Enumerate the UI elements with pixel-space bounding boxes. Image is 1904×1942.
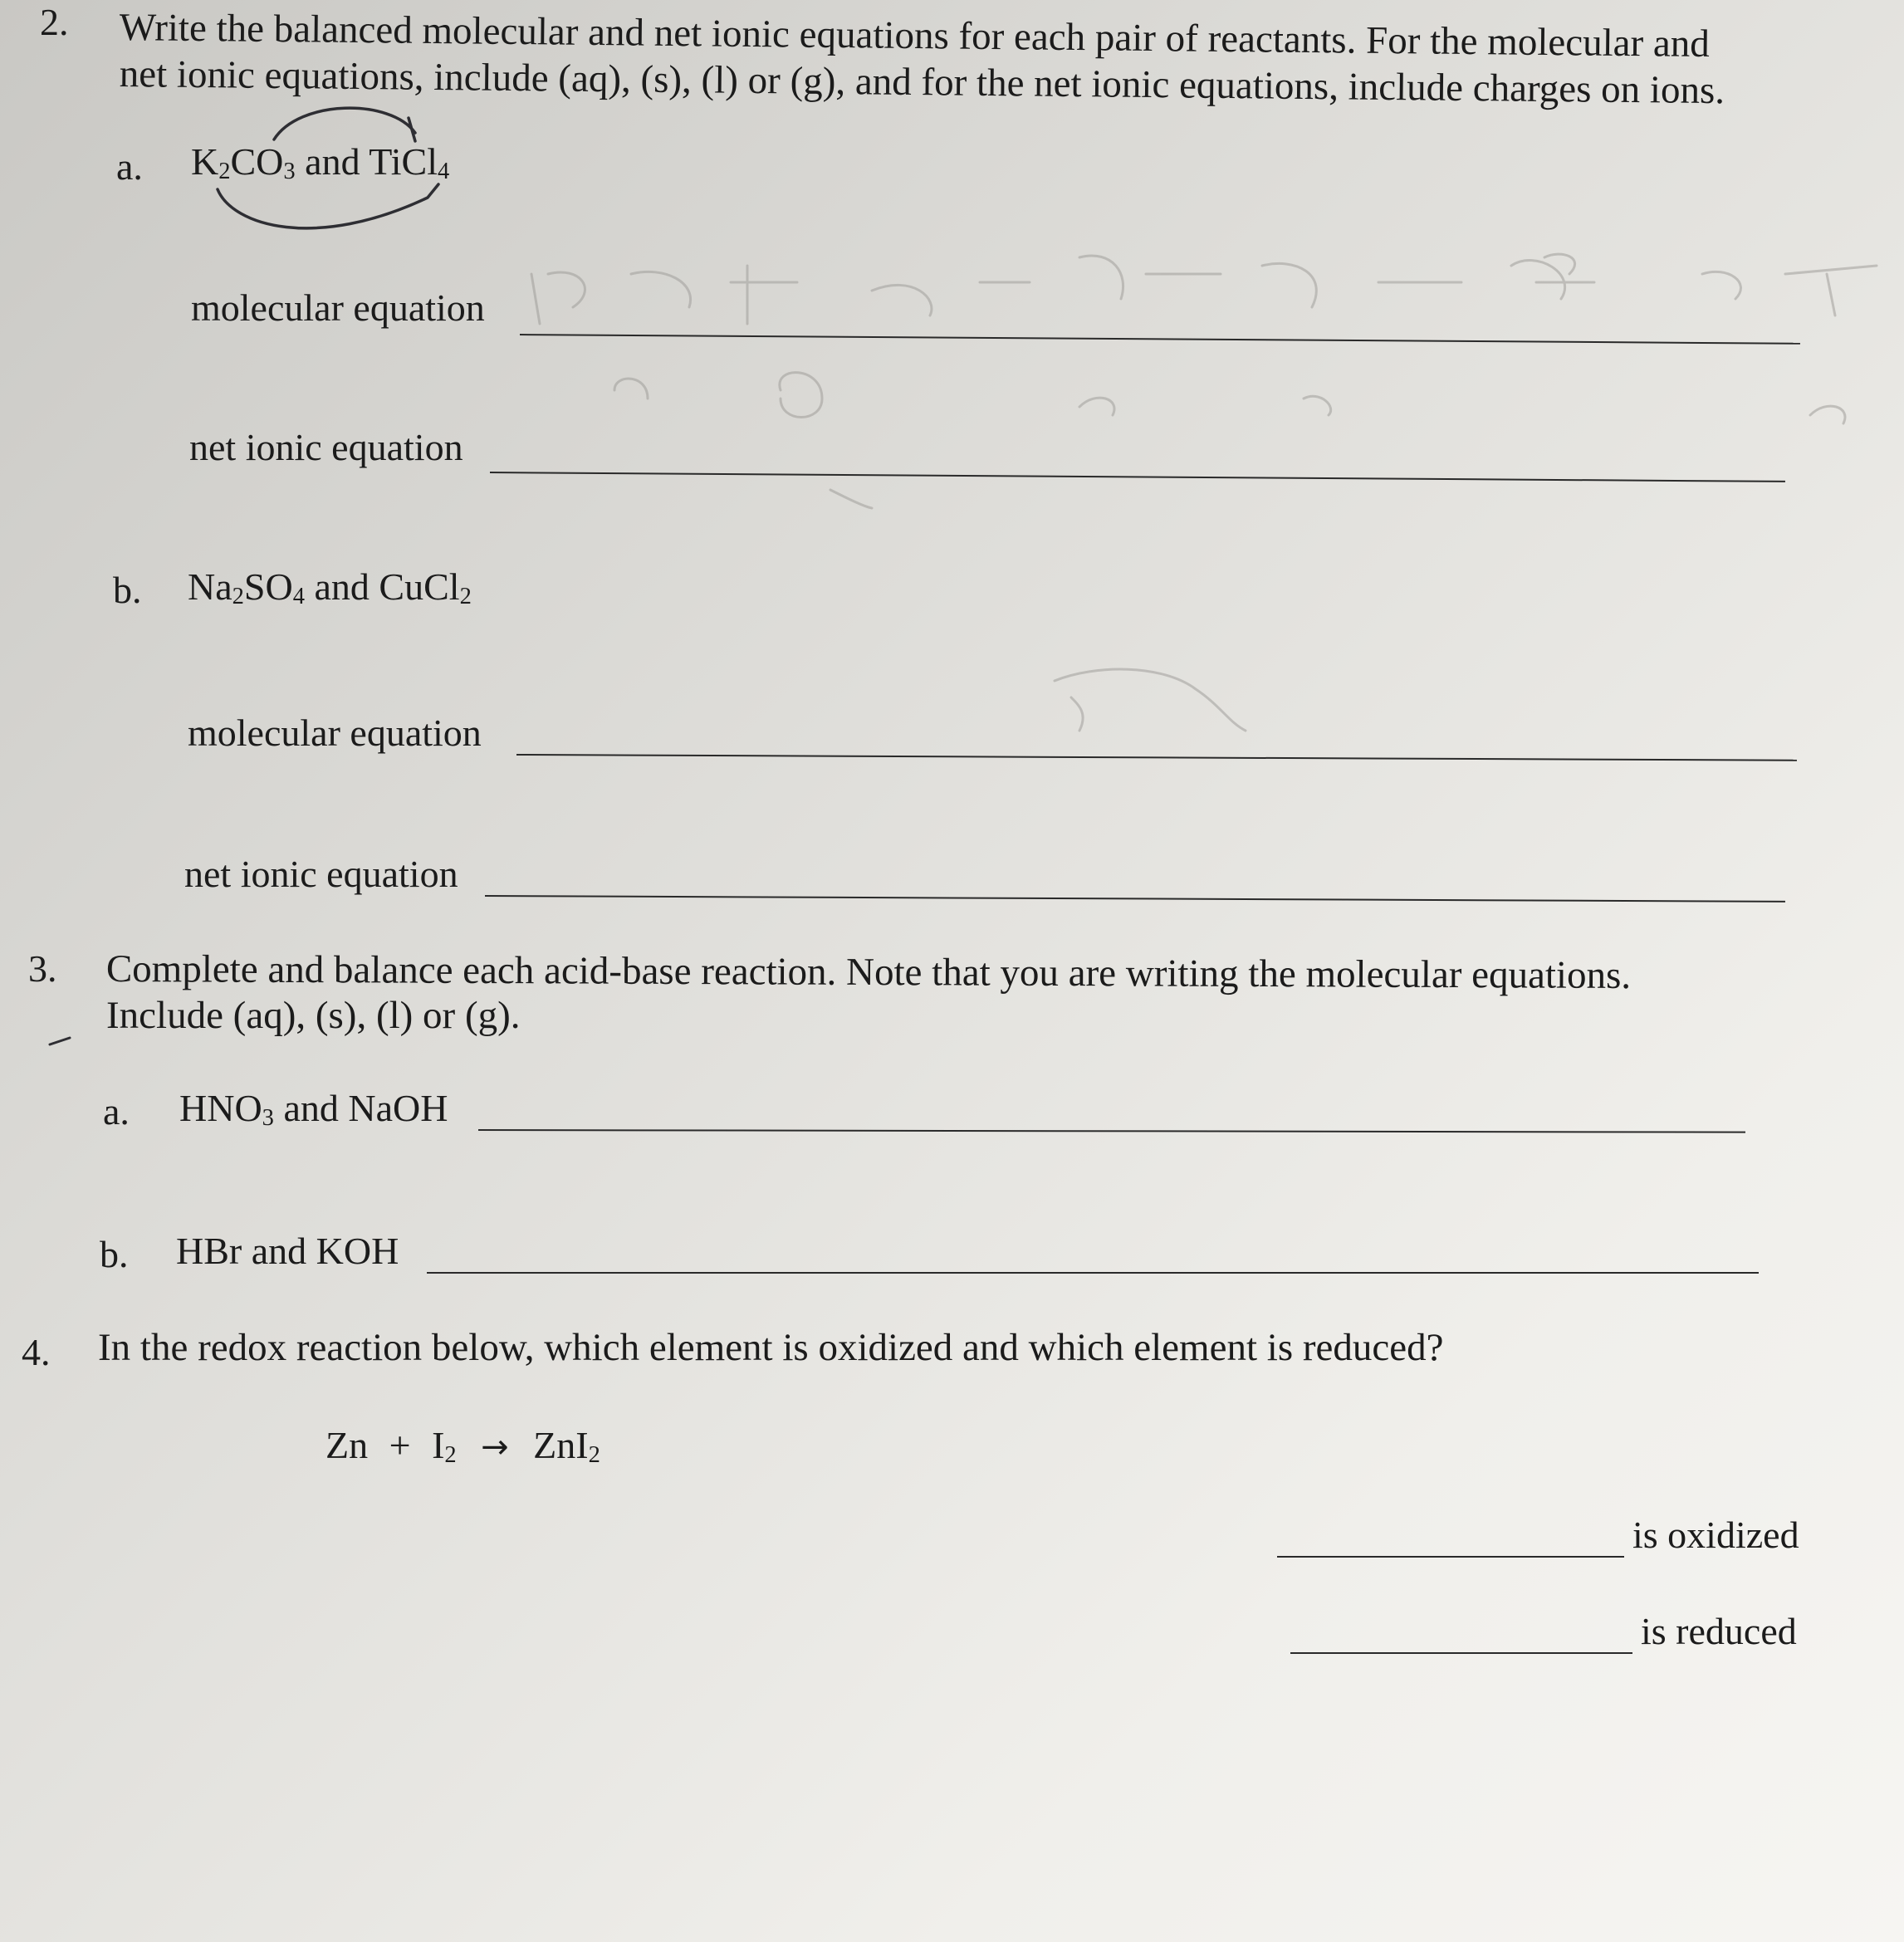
q2-instruction-line1: Write the balanced molecular and net ionic equations for each pair of reactants. For the molecular and — [119, 6, 1711, 66]
q2-number: 2. — [40, 1, 69, 43]
q3b-answer-line[interactable] — [427, 1272, 1759, 1274]
q4-oxidized-label: is oxidized — [1632, 1514, 1799, 1556]
q4-oxidized-answer-line[interactable] — [1277, 1556, 1624, 1558]
q2b-reactants: $Na_2SO_4$ and CuCl$_2$ — [188, 565, 472, 610]
q3b-letter: b. — [100, 1233, 129, 1275]
q2b-letter: b. — [113, 569, 142, 611]
q2b-molecular-label: molecular equation — [188, 712, 482, 754]
q2a-reactants: $K_2CO_3$ and TiCl$_4$ — [191, 140, 450, 185]
q2a-letter: a. — [116, 145, 143, 188]
q3a-letter: a. — [103, 1090, 130, 1132]
q3a-reactants: $HNO_3$ and NaOH — [179, 1087, 448, 1132]
q3-instruction-line1: Complete and balance each acid-base reaction. Note that you are writing the molecular equations. — [105, 947, 1632, 998]
q3-instruction-line2: Include (aq), (s), (l) or (g). — [106, 994, 521, 1037]
q2a-net-ionic-label: net ionic equation — [189, 426, 463, 468]
q3-number: 3. — [28, 947, 57, 990]
q4-number: 4. — [22, 1331, 51, 1373]
q3b-reactants: HBr and KOH — [176, 1230, 399, 1272]
q4-reduced-label: is reduced — [1641, 1610, 1797, 1652]
q4-reduced-answer-line[interactable] — [1290, 1652, 1632, 1654]
q4-question: In the redox reaction below, which element is oxidized and which element is reduced? — [98, 1326, 1444, 1369]
q2a-molecular-label: molecular equation — [191, 286, 485, 329]
q2-instruction-line2: net ionic equations, include (aq), (s), (l) or (g), and for the net ionic equations, include charges on ions. — [119, 52, 1725, 113]
q4-equation: $Zn + I_2 \to ZnI_2$ — [325, 1424, 600, 1469]
q2b-net-ionic-label: net ionic equation — [184, 853, 458, 895]
pencil-tick-mark — [45, 1026, 95, 1059]
